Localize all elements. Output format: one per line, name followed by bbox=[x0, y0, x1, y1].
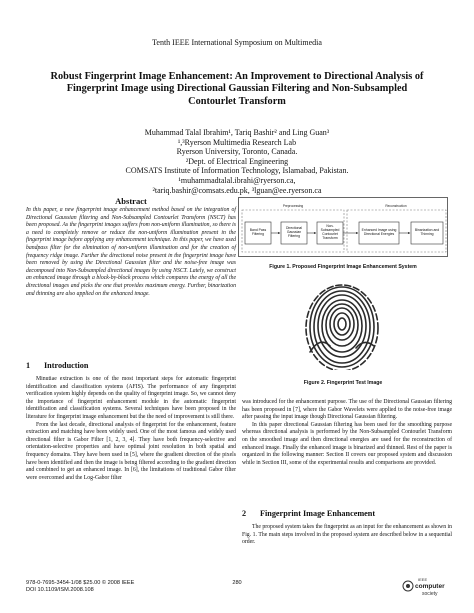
figure-2-caption: Figure 2. Fingerprint Test Image bbox=[303, 380, 383, 386]
email-1: ¹muhammadtalal.ibrahi@ryerson.ca, bbox=[178, 175, 296, 185]
author-names: Muhammad Talal Ibrahim¹, Tariq Bashir² and Ling Guan³ bbox=[144, 128, 330, 137]
affiliation-4: COMSATS Institute of Information Technology, Islamabad, Pakistan. bbox=[125, 166, 349, 176]
logo-society-text: society bbox=[422, 591, 438, 597]
group-pre-label: Preprocessing bbox=[282, 204, 304, 208]
title-line-2: Fingerprint Image using Directional Gaussian Filtering and Non-Subsampled bbox=[66, 83, 408, 95]
box-4-label: Enhanced Image using Directional Energies bbox=[361, 228, 397, 236]
section-2-paragraph-1: The proposed system takes the fingerprint as an input for the enhancement as shown in Fig. 1. The main steps involved in the proposed system are described below in a sequential order. bbox=[242, 524, 452, 546]
logo-computer-text: computer bbox=[415, 583, 445, 590]
title-line-1: Robust Fingerprint Image Enhancement: An Improvement to Directional Analysis of bbox=[50, 71, 424, 82]
affiliation-1: ¹,³Ryerson Multimedia Research Lab bbox=[177, 137, 297, 147]
figure-1-caption: Figure 1. Proposed Fingerprint Image Enhancement System bbox=[269, 264, 417, 270]
paper-title bbox=[30, 71, 444, 108]
conference-header: Tenth IEEE International Symposium on Multimedia bbox=[152, 38, 322, 47]
email-2: ²tariq.bashir@comsats.edu.pk, ³lguan@ee.ryerson.ca bbox=[152, 185, 322, 195]
group-recon-label: Reconstruction bbox=[385, 204, 407, 208]
right-paragraph-2: In this paper directional Gaussian filtering has been used for the smoothing purpose whereas directional analysis is performed by the Non-Subsampled Contourlet Transform on the smoothed image and then directional energies are used for the reconstruction of enhanced image. Finally the enhanced image is binarized and thinned. Rest of the paper is organized in the following manner: Section II covers our proposed system and discussion while in Section III, some of the experimental results and comparisons are provided. bbox=[242, 421, 452, 466]
section-2-title: Fingerprint Image Enhancement bbox=[260, 509, 376, 518]
page-number: 280 bbox=[232, 580, 242, 586]
affiliation-3: ²Dept. of Electrical Engineering bbox=[185, 156, 289, 166]
right-column-body bbox=[242, 399, 452, 467]
box-5-label: Binarization and Thinning bbox=[414, 228, 440, 236]
footer-isbn: 978-0-7695-3454-1/08 $25.00 © 2008 IEEE bbox=[26, 580, 135, 586]
affiliation-2: Ryerson University, Toronto, Canada. bbox=[176, 147, 298, 157]
box-2-label: Directional Gaussian Filtering bbox=[285, 226, 303, 238]
section-1-heading bbox=[26, 361, 88, 370]
logo-svg bbox=[402, 573, 450, 599]
footer-doi: DOI 10.1109/ISM.2008.108 bbox=[26, 587, 94, 593]
footer-left bbox=[26, 580, 134, 594]
section-1-number: 1 bbox=[26, 361, 31, 370]
box-3-label: Non-Subsampled Contourlet Transform bbox=[320, 224, 340, 240]
computer-society-logo bbox=[402, 573, 450, 599]
intro-body bbox=[26, 376, 236, 482]
title-line-3: Contourlet Transform bbox=[188, 95, 286, 107]
intro-paragraph-2: From the last decade, directional analysis of fingerprint for the enhancement, feature extraction and matching have been widely used. One of the most famous and widely used directional filter is Gabor Filter [1, 2, 3, 4]. They have both frequency-selective and orientation-selective properties and have optimal joint resolution in both spatial and frequency domains. They have been used in [5], where the gradient direction of the pixels have been identified and then the image is being filtered according to the gradient direction and combined to get an enhanced image. In [6], the limitations of traditional Gabor filter were overcomed and the Log-Gabor filter bbox=[26, 421, 236, 481]
logo-ieee-text: IEEE bbox=[418, 577, 428, 582]
section-2-body bbox=[242, 524, 452, 547]
right-paragraph-1: was introduced for the enhancement purpose. The use of the Directional Gaussian filtering has been proposed in [7], where the Gabor Wavelets were applied to the noise-free image after passing the input image though Directional Gaussian filtering. bbox=[242, 399, 452, 421]
abstract-heading: Abstract bbox=[115, 196, 147, 206]
fingerprint-svg bbox=[300, 274, 384, 370]
author-block bbox=[60, 128, 414, 195]
fingerprint-image bbox=[300, 274, 384, 370]
box-1-label: Band Pass Filtering bbox=[249, 228, 267, 236]
intro-paragraph-1: Minutiae extraction is one of the most important steps for automatic fingerprint identification and classification systems (AFIS). The performance of any fingerprint verification system highly depends on the quality of fingerprint image. So, we cannot deny the importance of fingerprint enhancement module in the automatic fingerprint identification and classification systems. Several techniques have been proposed in the literature for fingerprint image enhancement but the the need of improvement is still there. bbox=[26, 376, 236, 420]
section-1-title: Introduction bbox=[44, 361, 89, 370]
abstract-text: In this paper, a new fingerprint image enhancement method based on the integration of Directional Gaussian filtering and Non-Subsampled Contourlet Transform (NSCT) has been proposed. As the fingerprint images suffers from non-uniform illumination, so there is a need to completely remove or reduce the non-uniform illumination present in the fingerprint image before applying any enhancement technique. In this paper, we have used bandpass filter for the elimination of non-uniform illumination and for the creation of frequency ridge image. Further the directional noise present in the fingerprint image have been removed by using the Directional Gaussian filter and the noise-free image was decomposed into Non-Subsampled directional images by using NSCT. Lately, we construct an enhanced image through a block-by-block process which compares the energy of all the directional images and picks the one that provides maximum energy. Further, binarization and thinning are also applied on the enhanced image. bbox=[26, 207, 236, 297]
section-2-heading bbox=[242, 509, 375, 518]
section-2-number: 2 bbox=[242, 509, 247, 518]
figure-1-diagram bbox=[238, 197, 448, 257]
